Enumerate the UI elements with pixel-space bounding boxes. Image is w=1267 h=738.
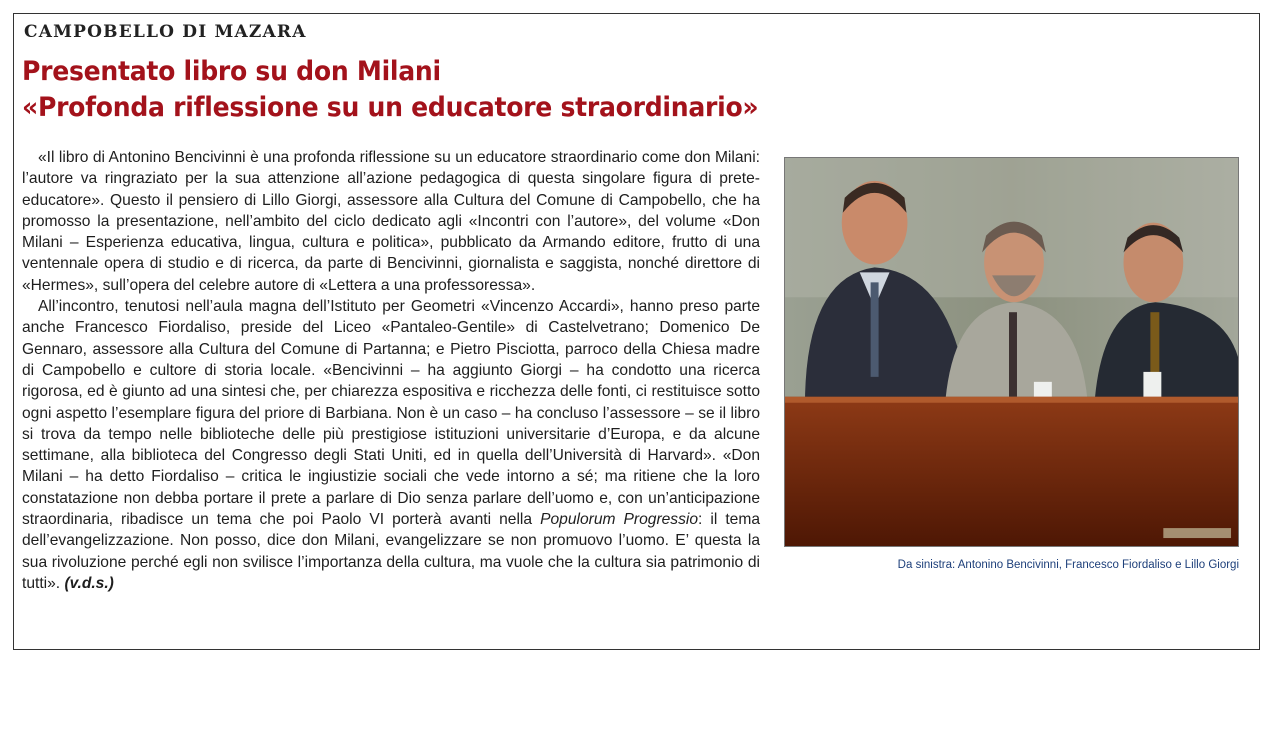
body-paragraph-2-part-b: : il tema dell’evangelizzazione. Non posso, dice don Milani, evangelizzare se non promuovo l’uomo. E’ questa la sua rivoluzione perché egli non svilisce l’importanza della cultura, ma vuole che la cultura sia patrimonio di tutti».: [22, 511, 760, 592]
photo-caption: Da sinistra: Antonino Bencivinni, Francesco Fiordaliso e Lillo Giorgi: [897, 559, 1239, 571]
headline-line-2: «Profonda riflessione su un educatore straordinario»: [22, 92, 759, 123]
cup-right: [1143, 372, 1161, 398]
person-left-tie: [871, 282, 879, 377]
italic-title: Populorum Progressio: [540, 511, 699, 529]
headline-line-1: Presentato libro su don Milani: [22, 56, 441, 87]
person-middle-tie: [1009, 312, 1017, 397]
photo-watermark: [1163, 528, 1231, 538]
headline: [22, 54, 758, 126]
photo-table: [785, 397, 1238, 546]
author-signature: (v.d.s.): [64, 574, 114, 592]
article-photo: [784, 157, 1239, 547]
article: [13, 13, 1260, 650]
photo-table-edge: [785, 397, 1238, 403]
body-paragraph-1: «Il libro di Antonino Bencivinni è una profonda riflessione su un educatore straordinario come don Milani: l’autore va ringraziato per la sua attenzione all’azione pedagogica di questa singolare figura di prete-educatore». Questo il pensiero di Lillo Giorgi, assessore alla Cultura del Comune di Campobello, che ha promosso la presentazione, nell’ambito del ciclo dedicato agli «Incontri con l’autore», del volume «Don Milani – Esperienza educativa, lingua, cultura e politica», pubblicato da Armando editore, frutto di una ventennale opera di studio e di ricerca, da parte di Bencivinni, giornalista e saggista, nonché direttore di «Hermes», sull’opera del celebre autore di «Lettera a una professoressa».: [22, 149, 760, 294]
section-kicker: CAMPOBELLO DI MAZARA: [24, 22, 307, 42]
body-paragraph-2-part-a: All’incontro, tenutosi nell’aula magna dell’Istituto per Geometri «Vincenzo Accardi», hanno preso parte anche Francesco Fiordaliso, preside del Liceo «Pantaleo-Gentile» di Castelvetrano; Domenico De Gennaro, assessore alla Cultura del Comune di Partanna; e Pietro Pisciotta, parroco della Chiesa madre di Campobello e cultore di storia locale. «Bencivinni – ha aggiunto Giorgi – ha condotto una ricerca rigorosa, ed è giunto ad una sintesi che, per chiarezza espositiva e ricchezza delle fonti, ci restituisce sotto ogni aspetto l’esemplare figura del priore di Barbiana. Non è un caso – ha concluso l’assessore – se il libro si trova da tempo nelle biblioteche delle più prestigiose istituzioni universitarie d’Europa, e da alcune settimane, alla biblioteca del Congresso degli Stati Uniti, ed in quella dell’Università di Harvard». «Don Milani – ha detto Fiordaliso – critica le ingiustizie sociali che vede intorno a sé; ma ritiene che la loro constatazione non debba portare il prete a parlare di Dio senza parlare dell’uomo e, con un’anticipazione straordinaria, ribadisce un tema che poi Paolo VI porterà avanti nella: [22, 298, 760, 529]
article-body: [22, 147, 1239, 594]
photo-figure: [784, 157, 1239, 576]
